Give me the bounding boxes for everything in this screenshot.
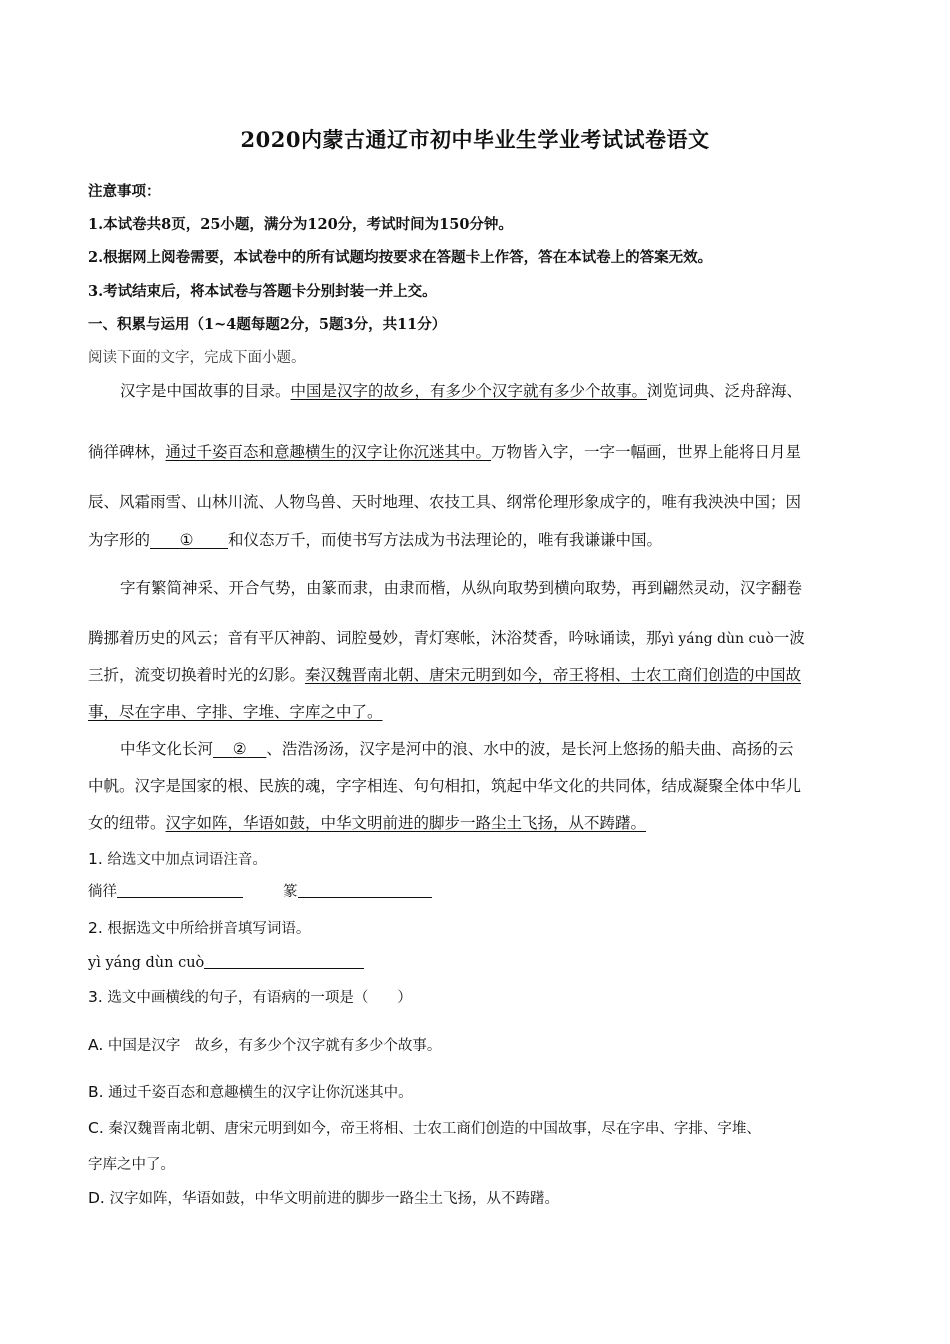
section-1-instruction: 阅读下面的文字，完成下面小题。 <box>88 350 306 366</box>
note-3: 3.考试结束后，将本试卷与答题卡分别封装一并上交。 <box>88 283 437 300</box>
question-2-answer <box>88 954 364 971</box>
pinyin-text: yì yáng dùn cuò <box>88 955 205 971</box>
passage-text: 三折，流变切换着时光的幻影。 <box>88 666 306 684</box>
option-c[interactable] <box>88 1117 761 1138</box>
blank-2 <box>213 740 266 758</box>
passage-text: 中华文化长河 <box>120 740 214 758</box>
option-text: 通过千姿百态和意趣横生的汉字让你沉迷其中。 <box>108 1085 413 1101</box>
passage-text: 女的纽带。 <box>88 814 166 832</box>
passage-text: 一波 <box>773 629 805 647</box>
question-2 <box>88 917 310 938</box>
passage-text: 万物皆入字，一字一幅画，世界上能将日月星 <box>491 443 802 461</box>
section-1-heading: 一、积累与运用（1~4题每题2分，5题3分，共11分） <box>88 316 447 333</box>
notes-heading: 注意事项： <box>88 183 161 200</box>
passage-text: 徜徉碑林， <box>88 443 166 461</box>
passage-line: 字有繁简神采、开合气势，由篆而隶，由隶而楷，从纵向取势到横向取势，再到翩然灵动，汉字翻卷 <box>120 579 803 597</box>
option-label: B. <box>88 1083 104 1101</box>
passage-text: 为字形的 <box>88 531 151 549</box>
passage-line <box>88 528 662 550</box>
underlined-sentence-c-end: 事，尽在字串、字排、字堆、字库之中了。 <box>88 703 383 721</box>
option-c-continued: 字库之中了。 <box>88 1157 175 1173</box>
question-text: 选文中画横线的句子，有语病的一项是（ ） <box>107 990 412 1006</box>
blank-2-marker: ② <box>232 740 247 758</box>
question-3 <box>88 986 412 1007</box>
blank-1 <box>150 531 228 549</box>
question-1 <box>88 848 267 869</box>
passage-text: 浏览词典、泛舟辞海、 <box>647 382 803 400</box>
word-zhuan: 篆 <box>283 884 298 900</box>
passage-text: 和仪态万千，而使书写方法成为书法理论的，唯有我谦谦中国。 <box>227 531 662 549</box>
option-label: C. <box>88 1119 104 1137</box>
answer-blank-pinyin[interactable] <box>204 954 364 969</box>
blank-1-marker: ① <box>179 531 194 549</box>
passage-line <box>88 663 801 685</box>
option-label: D. <box>88 1189 105 1207</box>
passage-text: 、浩浩汤汤，汉字是河中的浪、水中的波，是长河上悠扬的船夫曲、高扬的云 <box>266 740 794 758</box>
option-d[interactable] <box>88 1187 559 1208</box>
passage-text: 汉字是中国故事的目录。 <box>120 382 291 400</box>
passage-line <box>88 440 801 462</box>
pinyin-text: yì yáng dùn cuò <box>661 631 774 647</box>
option-label: A. <box>88 1036 104 1054</box>
passage-line <box>120 737 793 759</box>
option-b[interactable] <box>88 1081 413 1102</box>
exam-title: 2020内蒙古通辽市初中毕业生学业考试试卷语文 <box>240 127 710 152</box>
passage-line <box>88 700 383 722</box>
option-a[interactable] <box>88 1034 441 1055</box>
word-changyang: 徜徉 <box>88 884 117 900</box>
note-2: 2.根据网上阅卷需要，本试卷中的所有试题均按要求在答题卡上作答，答在本试卷上的答案无效。 <box>88 249 713 266</box>
passage-line <box>88 811 646 833</box>
option-text: 中国是汉字 故乡，有多少个汉字就有多少个故事。 <box>107 1038 442 1054</box>
option-text: 汉字如阵，华语如鼓，中华文明前进的脚步一路尘土飞扬，从不踌躇。 <box>109 1191 559 1207</box>
underlined-sentence-b: 通过千姿百态和意趣横生的汉字让你沉迷其中。 <box>165 443 492 461</box>
passage-line: 辰、风霜雨雪、山林川流、人物鸟兽、天时地理、农技工具、纲常伦理形象成字的，唯有我泱泱中国；因 <box>88 493 802 511</box>
question-1-answers <box>88 880 432 901</box>
question-number: 2. <box>88 919 103 937</box>
question-number: 3. <box>88 988 103 1006</box>
passage-line <box>120 379 802 401</box>
option-text: 秦汉魏晋南北朝、唐宋元明到如今，帝王将相、士农工商们创造的中国故事，尽在字串、字排、字堆、 <box>108 1121 761 1137</box>
passage-line <box>88 626 805 648</box>
question-number: 1. <box>88 850 103 868</box>
note-1: 1.本试卷共8页，25小题，满分为120分，考试时间为150分钟。 <box>88 216 513 233</box>
underlined-sentence-d: 汉字如阵，华语如鼓，中华文明前进的脚步一路尘土飞扬，从不踌躇。 <box>165 814 647 832</box>
answer-blank-zhuan[interactable] <box>298 883 432 898</box>
passage-line: 中帆。汉字是国家的根、民族的魂，字字相连、句句相扣，筑起中华文化的共同体，结成凝聚全体中华儿 <box>88 777 802 795</box>
underlined-sentence-a: 中国是汉字的故乡，有多少个汉字就有多少个故事。 <box>290 382 648 400</box>
answer-blank-changyang[interactable] <box>117 883 243 898</box>
passage-text: 腾挪着历史的风云；音有平仄神韵、词腔曼妙，青灯寒帐，沐浴焚香，吟咏诵读，那 <box>88 629 662 647</box>
underlined-sentence-c: 秦汉魏晋南北朝、唐宋元明到如今，帝王将相、士农工商们创造的中国故 <box>305 666 802 684</box>
question-text: 给选文中加点词语注音。 <box>107 852 267 868</box>
question-text: 根据选文中所给拼音填写词语。 <box>107 921 311 937</box>
